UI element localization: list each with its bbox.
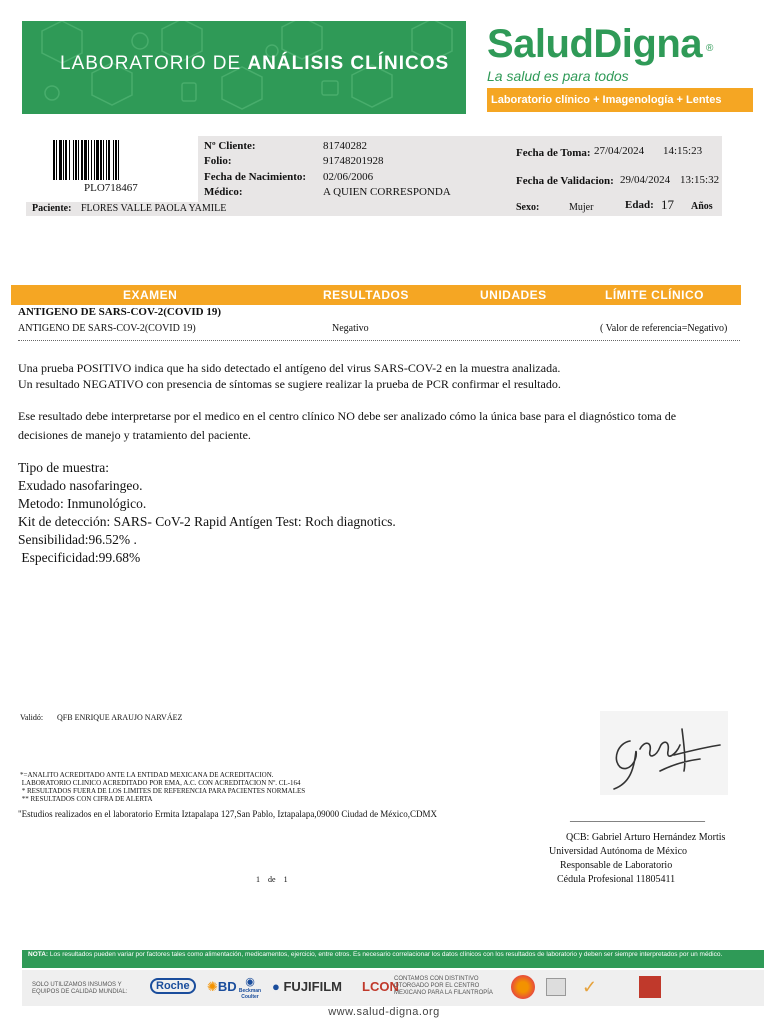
cliente-value: 81740282 [323,140,367,152]
toma-time: 14:15:23 [663,145,703,157]
brand-logo [487,22,757,71]
paciente-label: Paciente: [32,203,72,214]
fujifilm-globe-icon: ● [272,979,280,994]
roche-logo: Roche [150,978,196,994]
note-paragraph-2 [18,407,676,445]
sample-type-value: Exudado nasofaringeo. [18,478,143,493]
kit-line: Kit de detección: SARS- CoV-2 Rapid Antígen Test: Roch diagnotics. [18,514,396,529]
banner-title [60,53,449,75]
supplies-text: SOLO UTILIZAMOS INSUMOS Y EQUIPOS DE CALIDAD MUNDIAL: [32,982,128,995]
responsible-name: QCB: Gabriel Arturo Hernández Mortis [566,832,726,843]
website-link[interactable]: www.salud-digna.org [328,1006,440,1018]
distinction-text: CONTAMOS CON DISTINTIVO OTORGADO POR EL CENTRO MEXICANO PARA LA FILANTROPÍA [394,976,493,996]
red-seal-logo-icon [639,976,661,998]
responsible-cedula: Cédula Profesional 11805411 [557,874,676,885]
folio-value: 91748201928 [323,155,384,167]
barcode-icon [53,140,181,180]
barcode-text: PLO718467 [84,182,138,194]
note-p1-line2: Un resultado NEGATIVO con presencia de síntomas se sugiere realizar la prueba de PCR confirmar el resultado. [18,377,561,391]
page-current: 1 [256,875,260,884]
exam-group-title: ANTIGENO DE SARS-COV-2(COVID 19) [18,306,222,318]
brand-tagline: La salud es para todos [487,68,629,84]
exam-result-cell: Negativo [332,323,369,334]
folio-label: Folio: [204,155,232,167]
validacion-date: 29/04/2024 [620,174,671,186]
accreditation-line-3: * RESULTADOS FUERA DE LOS LIMITES DE REFERENCIA PARA PACIENTES NORMALES [20,787,306,795]
bd-sun-icon: ✺ [207,979,218,994]
accreditation-notes [20,771,305,803]
edad-unit: Años [691,201,713,212]
signature-line: ___________________________ [570,812,705,823]
column-header-resultados: RESULTADOS [323,288,409,302]
lcon-logo: LCON [362,979,399,994]
esr-logo-icon [546,978,566,996]
sample-info [18,459,396,567]
nacimiento-value: 02/06/2006 [323,171,374,183]
banner-title-bold: ANÁLISIS CLÍNICOS [247,53,450,74]
responsible-university: Universidad Autónoma de México [549,846,688,857]
footer-note-label: NOTA: [28,951,49,958]
results-table-header [11,285,741,305]
note-p2-line2: decisiones de manejo y tratamiento del paciente. [18,428,251,442]
cliente-label: Nº Cliente: [204,140,256,152]
exam-name-cell: ANTIGENO DE SARS-COV-2(COVID 19) [18,323,196,334]
note-p2-line1: Ese resultado debe interpretarse por el medico en el centro clínico NO debe ser analizado cómo la única base para el diagnóstico toma de [18,409,677,423]
cemefi-logo-icon [511,975,535,999]
brand-registered-icon: ® [706,43,713,54]
footer-brands-bar [22,970,764,1006]
edad-label: Edad: [625,199,654,211]
column-header-examen: EXAMEN [123,288,178,302]
sexo-value: Mujer [569,202,594,213]
sample-type-label: Tipo de muestra: [18,460,109,475]
paciente-value: FLORES VALLE PAOLA YAMILE [81,203,227,214]
medico-value: A QUIEN CORRESPONDA [323,186,451,198]
brand-services-bar: Laboratorio clínico + Imagenología + Lentes [487,88,753,112]
beckman-logo: ◉ Beckman Coulter [238,976,262,1000]
edad-value: 17 [661,197,674,212]
lab-address: "Estudios realizados en el laboratorio Ermita Iztapalapa 127,San Pablo, Iztapalapa,09000 Ciudad de México,CDMX [18,809,438,819]
specificity-line: Especificidad:99.68% [18,550,141,565]
banner-title-prefix: LABORATORIO DE [60,53,242,74]
column-header-unidades: UNIDADES [480,288,547,302]
responsible-role: Responsable de Laboratorio [560,860,673,871]
signature-icon [600,711,728,795]
toma-date: 27/04/2024 [594,145,645,157]
brand-block [487,22,757,112]
fujifilm-logo: ● FUJIFILM [272,979,342,994]
table-divider [18,340,740,341]
page-number [256,875,288,884]
accreditation-line-4: ** RESULTADOS CON CIFRA DE ALERTA [20,795,153,803]
validated-label: Validó: [20,713,44,722]
accreditation-line-1: *=ANALITO ACREDITADO ANTE LA ENTIDAD MEXICANA DE ACREDITACION. [20,771,274,779]
checkmark-logo-icon: ✓ [582,977,598,997]
method-line: Metodo: Inmunológico. [18,496,147,511]
sensitivity-line: Sensibilidad:96.52% . [18,532,137,547]
column-header-limite: LÍMITE CLÍNICO [605,288,704,302]
beckman-eye-icon: ◉ [245,976,255,988]
note-p1-line1: Una prueba POSITIVO indica que ha sido detectado el antígeno del virus SARS-COV-2 en la muestra analizada. [18,361,561,375]
validacion-label: Fecha de Validacion: [516,175,614,187]
page-of: de [268,875,276,884]
toma-label: Fecha de Toma: [516,147,591,159]
validacion-time: 13:15:32 [680,174,720,186]
header-banner [22,21,466,114]
note-paragraph-1 [18,360,561,392]
medico-label: Médico: [204,186,243,198]
nacimiento-label: Fecha de Nacimiento: [204,171,307,183]
footer-note [22,950,764,968]
accreditation-line-2: LABORATORIO CLINICO ACREDITADO POR EMA, A.C. CON ACREDITACION Nº. CL-164 [20,779,301,787]
bd-logo: ✺BD [207,979,237,994]
page-total: 1 [283,875,288,884]
barcode-bar [119,140,121,180]
sexo-label: Sexo: [516,202,540,213]
brand-name: SaludDigna [487,22,703,66]
exam-limit-cell: ( Valor de referencia=Negativo) [600,323,728,334]
footer-note-text: Los resultados pueden variar por factores tales como alimentación, medicamentos, ejercicio, entre otros. Es necesario correlacionar los datos clínicos con los resultados de laboratorio y deben ser siempre interpretados por un médico. [48,951,723,958]
validated-name: QFB ENRIQUE ARAUJO NARVÁEZ [57,713,183,722]
